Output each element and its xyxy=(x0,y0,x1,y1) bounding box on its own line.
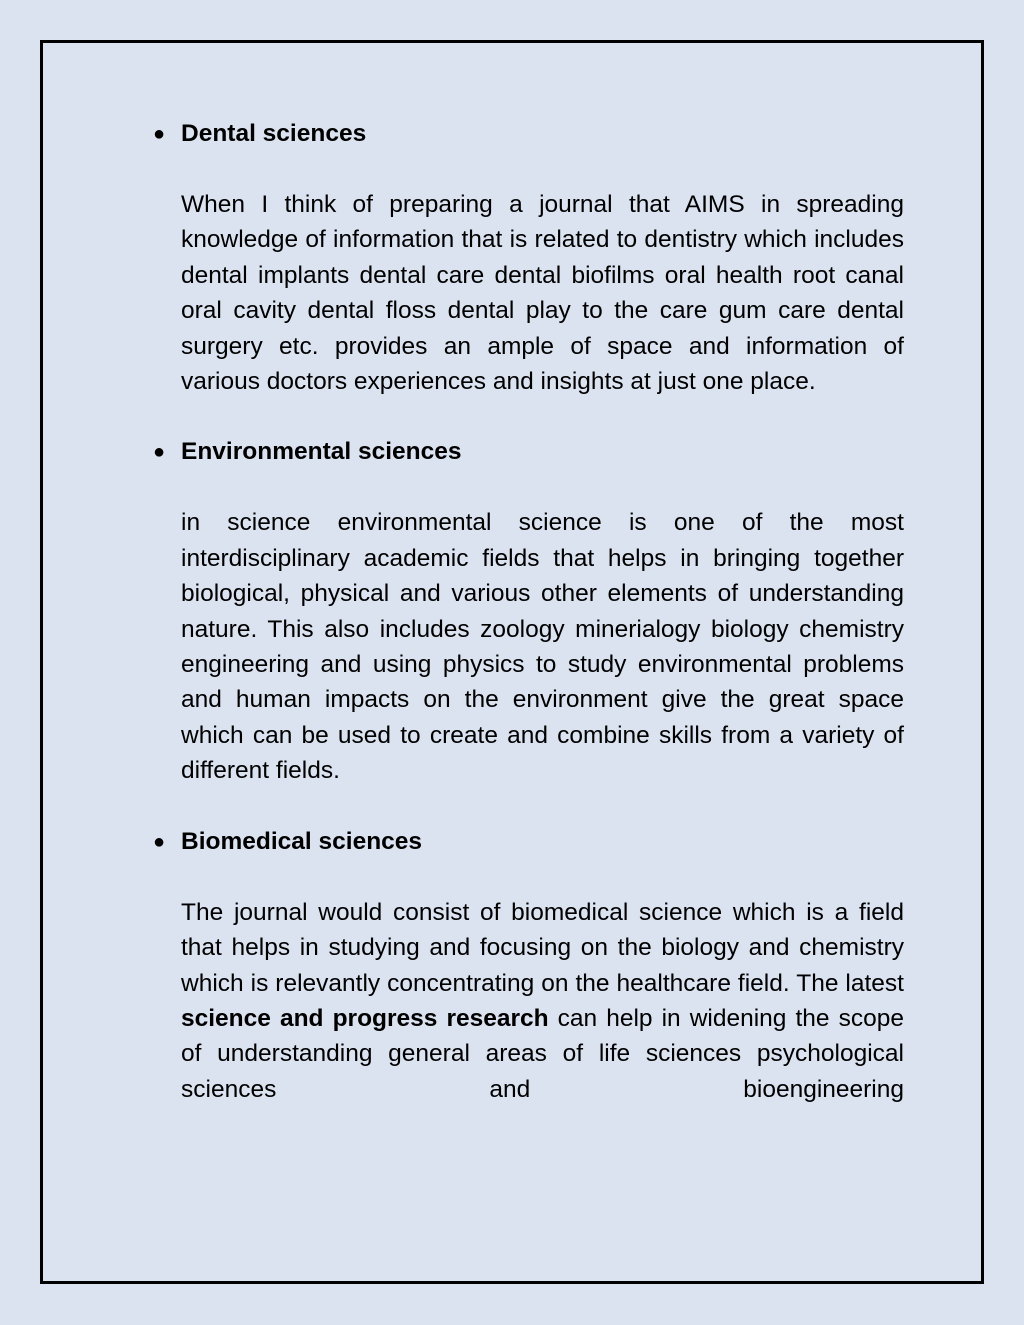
bullet-icon: ● xyxy=(153,441,166,464)
heading-text: Biomedical sciences xyxy=(181,827,423,855)
heading-text: Dental sciences xyxy=(181,120,367,147)
section-biomedical xyxy=(141,824,904,1107)
section-heading xyxy=(141,434,904,470)
document-content xyxy=(141,116,904,1142)
section-heading xyxy=(141,116,904,152)
paragraph-bold-text: science and progress research xyxy=(181,1004,549,1032)
section-paragraph: When I think of preparing a journal that AIMS in spreading knowledge of information that is related to dentistry which includes dental implants dental care dental biofilms oral health root canal oral cavity dental floss dental play to the care gum care dental surgery etc. provides an ample of space and information of various doctors experiences and insights at just one place. xyxy=(181,191,904,396)
section-paragraph xyxy=(181,895,904,1107)
heading-text: Environmental sciences xyxy=(181,438,462,466)
paragraph-text: can help in widening the scope of understanding general areas of life sciences psychological sciences and bioengineering xyxy=(181,1004,904,1103)
bullet-icon: ● xyxy=(153,830,166,853)
section-dental xyxy=(141,116,904,399)
section-heading xyxy=(141,824,904,860)
paragraph-text: The journal would consist of biomedical science which is a field that helps in studying and focusing on the biology and chemistry which is relevantly concentrating on the healthcare field. The latest xyxy=(181,898,904,997)
section-environmental xyxy=(141,434,904,788)
section-paragraph: in science environmental science is one of the most interdisciplinary academic fields that helps in bringing together biological, physical and various other elements of understanding nature. This also includes zoology minerialogy biology chemistry engineering and using physics to study environmental problems and human impacts on the environment give the great space which can be used to create and combine skills from a variety of different fields. xyxy=(181,509,904,785)
bullet-icon: ● xyxy=(153,123,166,145)
